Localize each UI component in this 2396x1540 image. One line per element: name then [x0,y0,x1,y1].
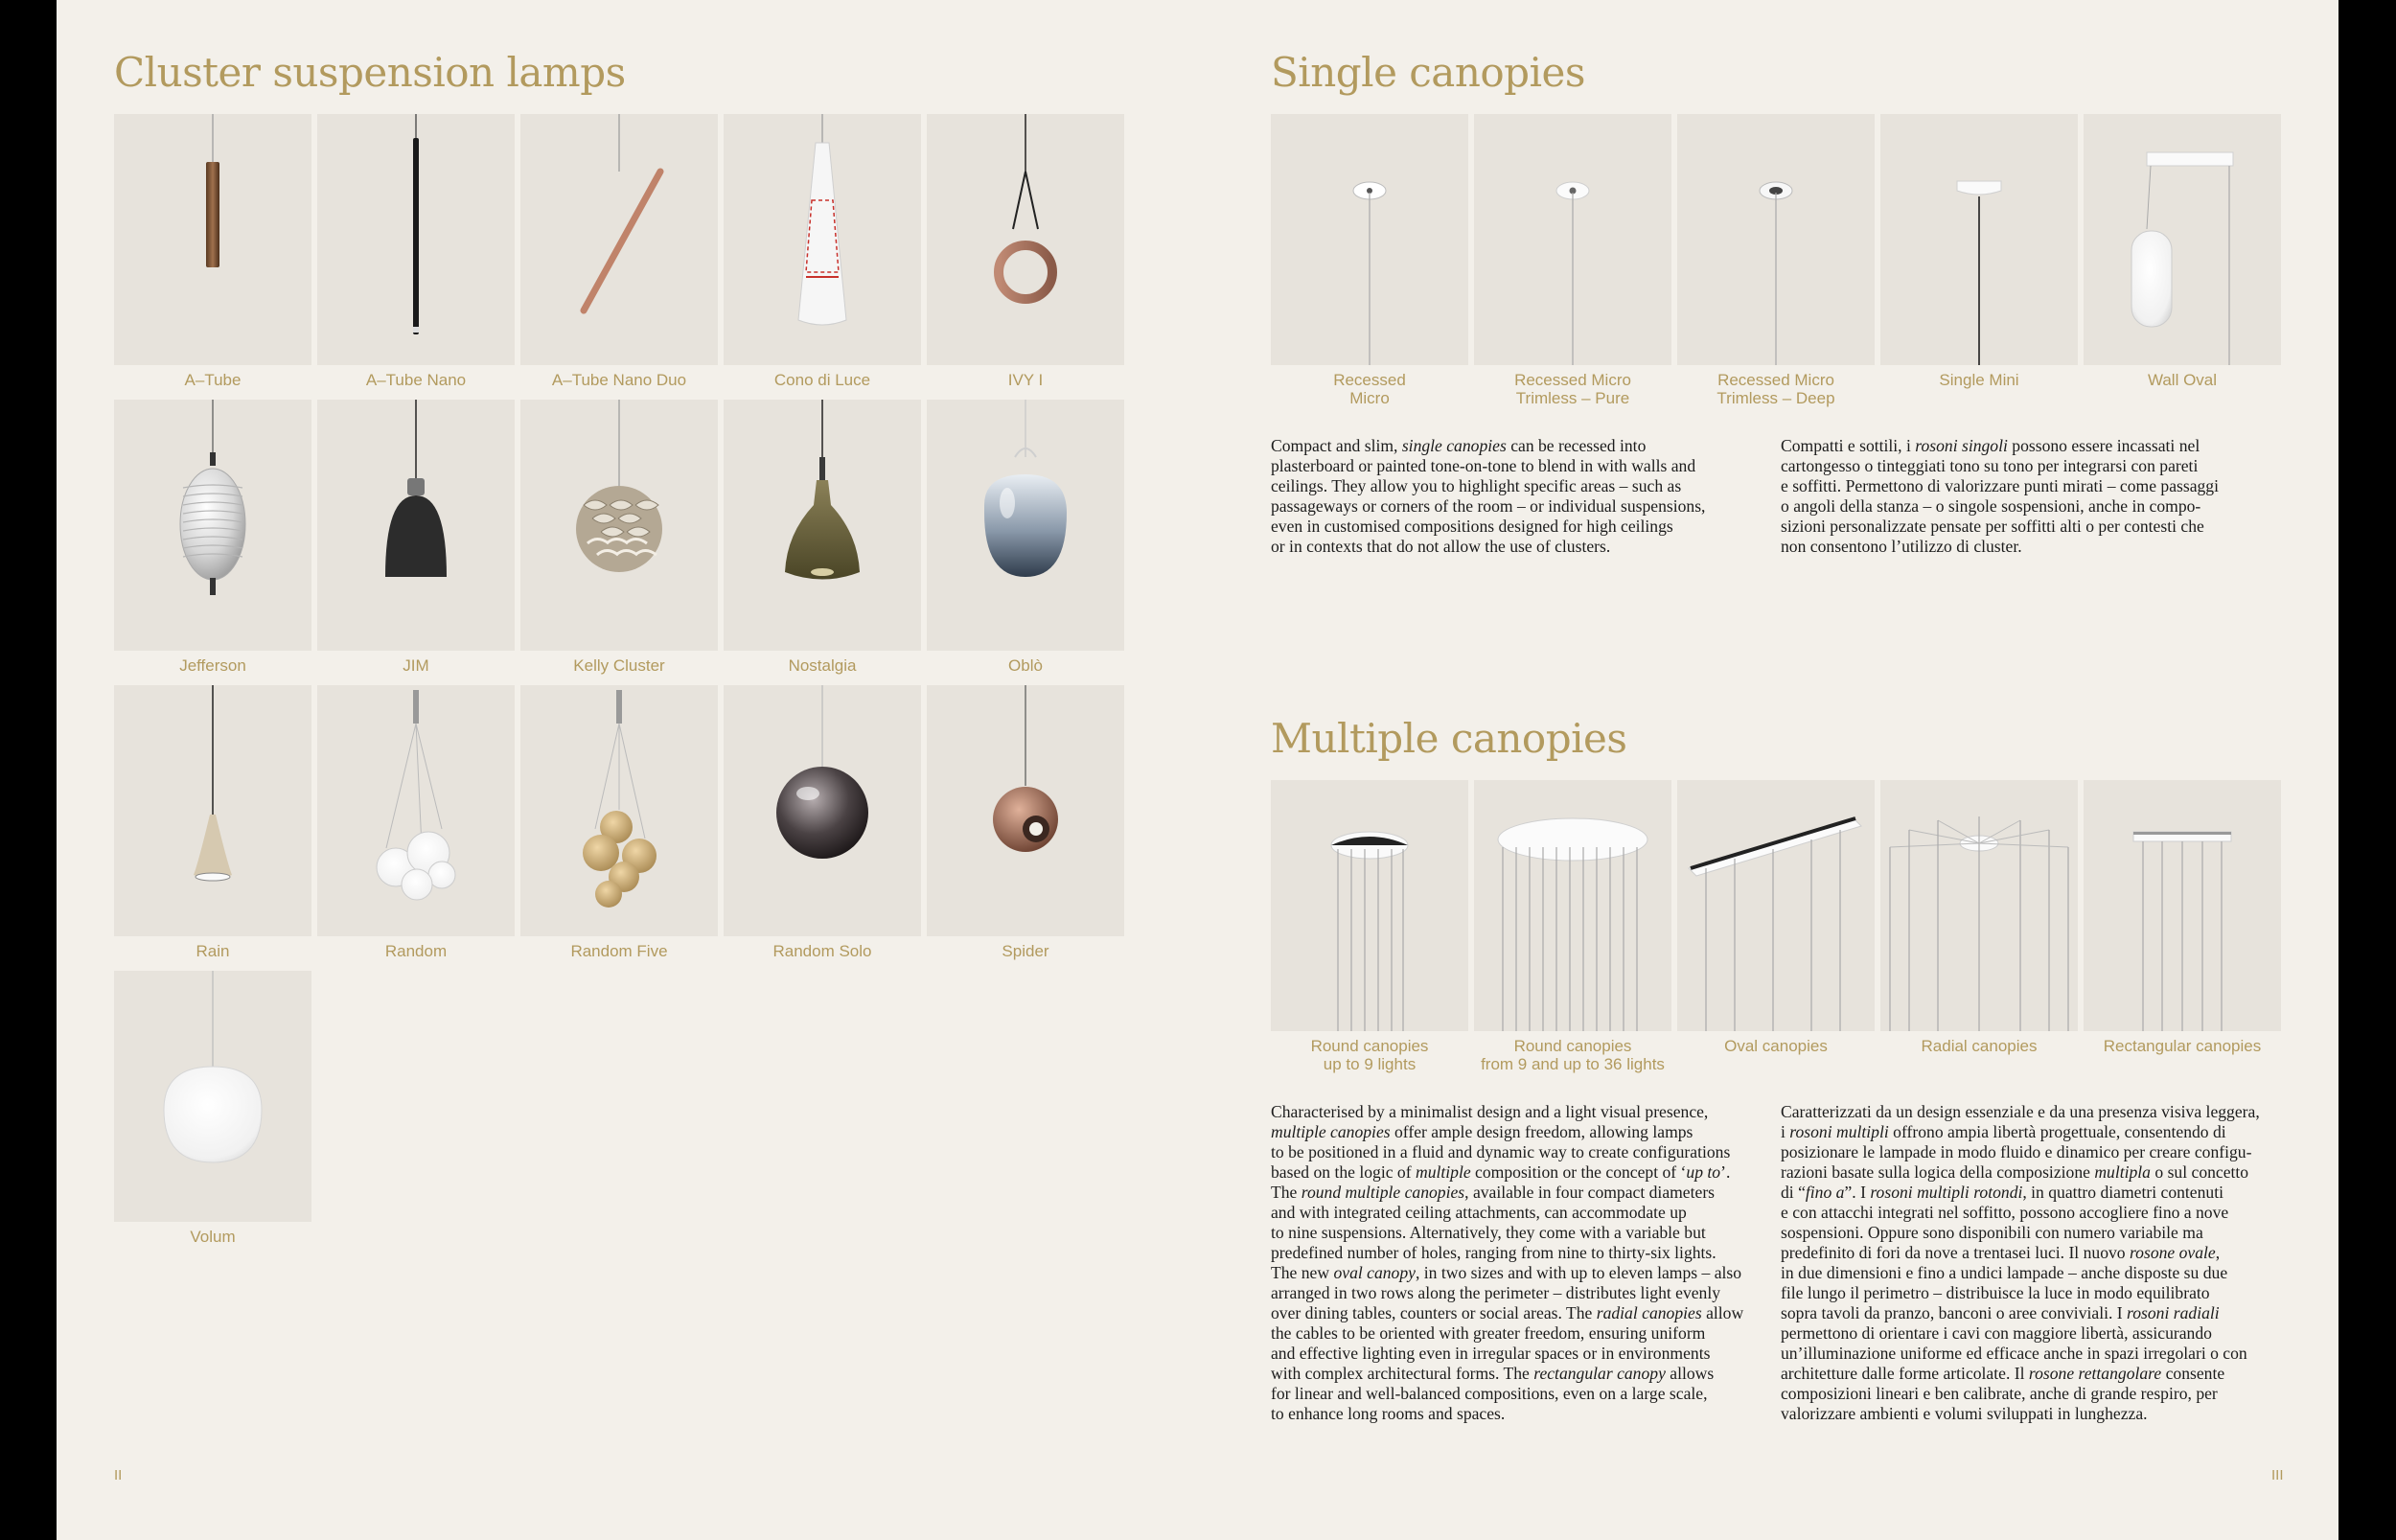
product-caption: Random [384,942,448,960]
product-image [724,685,921,936]
product-caption: Random Five [570,942,668,960]
wall-oval-canopy-icon [2084,114,2281,365]
random-cluster-lamp-icon [317,685,515,936]
product-caption: Cono di Luce [773,371,871,389]
multiple-canopies-title: Multiple canopies [1271,715,1627,762]
cluster-lamps-title: Cluster suspension lamps [114,49,626,96]
product-caption: Volum [190,1228,236,1246]
product-caption: A–Tube Nano Duo [551,371,687,389]
product-caption: Oval canopies [1724,1037,1828,1055]
recessed-trimless-deep-canopy-icon [1677,114,1875,365]
product-caption: Radial canopies [1921,1037,2038,1055]
catalog-spread [57,0,2338,1540]
single-mini-canopy-icon [1880,114,2078,365]
product-caption: Kelly Cluster [573,656,665,675]
product-caption: Nostalgia [788,656,857,675]
product-image [1271,780,1468,1031]
product-caption: Recessed Micro Trimless – Deep [1716,371,1835,407]
product-image [317,685,515,936]
product-image [1880,114,2078,365]
product-caption: Wall Oval [2147,371,2218,389]
product-caption: Random Solo [772,942,872,960]
product-image [1271,114,1468,365]
recessed-trimless-pure-canopy-icon [1474,114,1671,365]
jim-bell-lamp-icon [317,400,515,651]
product-image [927,685,1124,936]
product-caption: Jefferson [179,656,246,675]
product-image [927,114,1124,365]
product-image [1677,780,1875,1031]
round-canopy-large-icon [1474,780,1671,1031]
product-caption: Spider [1002,942,1049,960]
product-caption: JIM [403,656,429,675]
kelly-sphere-lamp-icon [520,400,718,651]
product-image [724,400,921,651]
a-tube-nano-duo-lamp-icon [520,114,718,365]
product-caption: Round canopies up to 9 lights [1310,1037,1429,1073]
round-canopy-small-icon [1271,780,1468,1031]
product-image [317,114,515,365]
multiple-canopies-text-it: Caratterizzati da un design essenziale e da una presenza visiva leggera, i rosoni multipli offrono ampia libertà progettuale, consentendo di posizionare le lampade in modo fluido e dinamico per creare configu- razioni basate sulla logica della composizione multipla o sul concetto di “fino a”. I rosoni multipli rotondi, in quattro diametri contenuti e con attacchi integrati nel soffitto, possono accogliere fino a nove sospensioni. Oppure sono disponibili con numero variabile ma predefinito di fori da nove a trentasei luci. Il nuovo rosone ovale, in due dimensioni e fino a undici lampade – anche disposte su due file lungo il perimetro – distribuisce la luce in modo equilibrato sopra tavoli da pranzo, banconi o aree conviviali. I rosoni radiali permettono di orientare i cavi con maggiore libertà, assicurando un’illuminazione uniforme ed efficace anche in spazi irregolari o con architetture dalle forme articolate. Il rosone rettangolare consente composizioni lineari e ben calibrate, anche di grande respiro, per valorizzare ambienti e volumi sviluppati in lunghezza. [1781,1102,2260,1423]
product-caption: Single Mini [1939,371,2019,389]
product-image [2084,114,2281,365]
product-image [520,400,718,651]
product-caption: Round canopies from 9 and up to 36 lights [1481,1037,1665,1073]
product-caption: A–Tube [184,371,242,389]
product-image [927,400,1124,651]
a-tube-nano-lamp-icon [317,114,515,365]
product-image [1474,780,1671,1031]
page-number-right: III [2271,1467,2284,1483]
random-five-lamp-icon [520,685,718,936]
product-caption: Rain [196,942,230,960]
product-image [520,685,718,936]
oblo-glass-lamp-icon [927,400,1124,651]
product-caption: Rectangular canopies [2103,1037,2262,1055]
product-caption: IVY I [1007,371,1044,389]
product-image [1677,114,1875,365]
product-caption: Recessed Micro Trimless – Pure [1514,371,1631,407]
product-image [114,971,311,1222]
product-caption: Oblò [1008,656,1043,675]
product-image [1880,780,2078,1031]
multiple-canopies-text-en: Characterised by a minimalist design and a light visual presence, multiple canopies offer ample design freedom, allowing lamps to be positioned in a fluid and dynamic way to create configurations based on the logic of multiple composition or the concept of ‘up to’. The round multiple canopies, available in four compact diameters and with integrated ceiling attachments, can accommodate up to nine suspensions. Alternatively, they come with a variable but predefined number of holes, ranging from nine to thirty-six lights. The new oval canopy, in two sizes and with up to eleven lamps – also arranged in two rows along the perimeter – distributes light evenly over dining tables, counters or social areas. The radial canopies allow the cables to be oriented with greater freedom, ensuring uniform and effective lighting even in irregular spaces or in environments with complex architectural forms. The rectangular canopy allows for linear and well-balanced compositions, even on a large scale, to enhance long rooms and spaces. [1271,1102,1744,1423]
page-number-left: II [114,1467,123,1483]
oval-canopy-icon [1677,780,1875,1031]
single-canopies-text-it: Compatti e sottili, i rosoni singoli possono essere incassati nel cartongesso o tinteggiati tono su tono per integrarsi con pareti e soffitti. Permettono di valorizzare punti mirati – come passaggi o angoli della stanza – o singole sospensioni, anche in compo- sizioni personalizzate pensate per soffitti alti o per contesti che non consentono l’utilizzo di cluster. [1781,436,2219,556]
a-tube-lamp-icon [114,114,311,365]
radial-canopy-icon [1880,780,2078,1031]
product-image [724,114,921,365]
product-caption: A–Tube Nano [365,371,467,389]
volum-globe-lamp-icon [114,971,311,1222]
product-image [114,400,311,651]
product-image [317,400,515,651]
cono-di-luce-lamp-icon [724,114,921,365]
product-image [114,685,311,936]
nostalgia-glass-lamp-icon [724,400,921,651]
product-image [520,114,718,365]
spider-spot-lamp-icon [927,685,1124,936]
recessed-micro-canopy-icon [1271,114,1468,365]
rain-drop-lamp-icon [114,685,311,936]
random-solo-sphere-lamp-icon [724,685,921,936]
product-image [2084,780,2281,1031]
product-image [114,114,311,365]
jefferson-glass-lamp-icon [114,400,311,651]
product-caption: Recessed Micro [1333,371,1406,407]
single-canopies-title: Single canopies [1271,49,1585,96]
rectangular-canopy-icon [2084,780,2281,1031]
ivy-ring-lamp-icon [927,114,1124,365]
product-image [1474,114,1671,365]
single-canopies-text-en: Compact and slim, single canopies can be recessed into plasterboard or painted tone-on-tone to blend in with walls and ceilings. They allow you to highlight specific areas – such as passageways or corners of the room – or individual suspensions, even in customised compositions designed for high ceilings or in contexts that do not allow the use of clusters. [1271,436,1706,556]
